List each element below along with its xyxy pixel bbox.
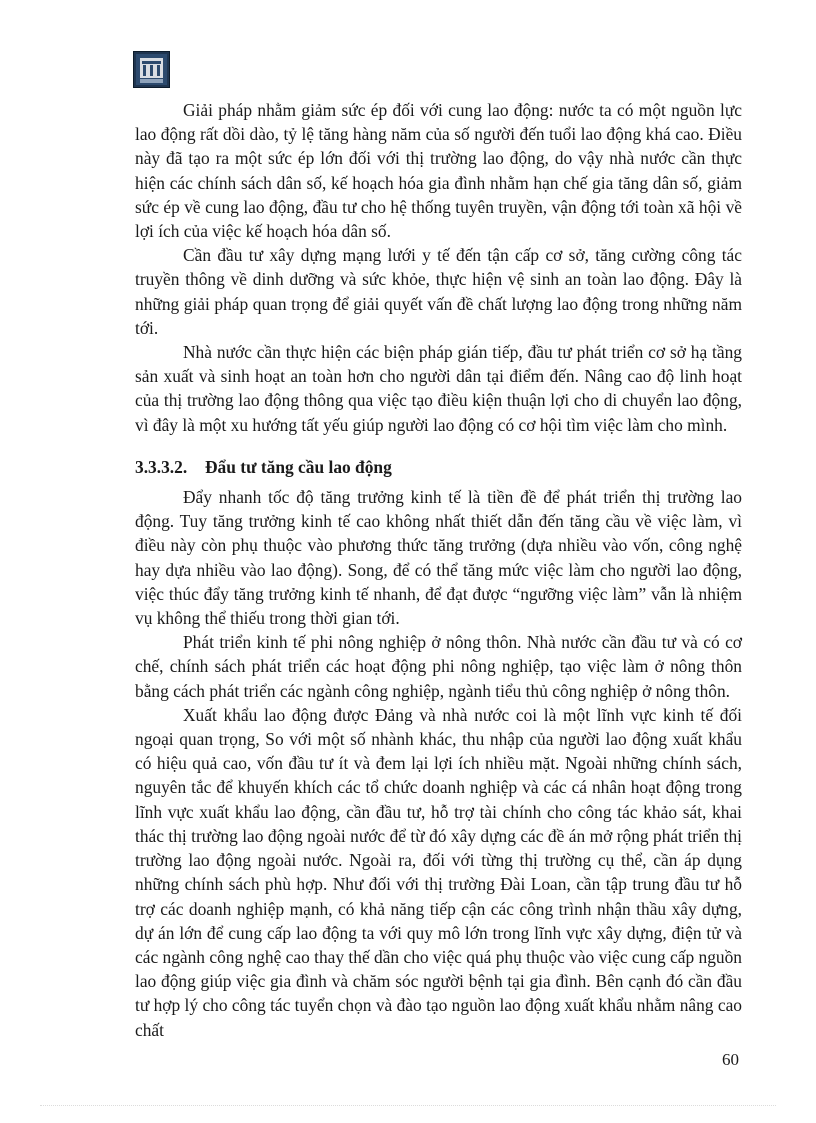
page-number: 60 <box>722 1050 739 1069</box>
paragraph: Cần đầu tư xây dựng mạng lưới y tế đến tận cấp cơ sở, tăng cường công tác truyền thông về dinh dưỡng và sức khỏe, thực hiện vệ sinh an toàn lao động. Đây là những giải pháp quan trọng để giải quyết vấn đề chất lượng lao động trong những năm tới. <box>135 245 742 338</box>
section-heading <box>135 455 742 479</box>
institution-seal-icon <box>133 51 170 88</box>
section-number: 3.3.3.2. <box>135 456 188 477</box>
paragraph: Xuất khẩu lao động được Đảng và nhà nước coi là một lĩnh vực kinh tế đối ngoại quan trọng, So với một số nhành khác, thu nhập của người lao động xuất khẩu có hiệu quả cao, vốn đầu tư ít và đem lại lợi ích nhiều mặt. Ngoài những chính sách, nguyên tắc để khuyến khích các tổ chức doanh nghiệp và các cá nhân hoạt động trong lĩnh vực xuất khẩu lao động, cần đầu tư, hỗ trợ tài chính cho công tác khảo sát, khai thác thị trường lao động ngoài nước để từ đó xây dựng các đề án mở rộng phát triển thị trường lao động ngoài nước. Ngoài ra, đối với từng thị trường cụ thể, cần áp dụng những chính sách phù hợp. Như đối với thị trường Đài Loan, cần tập trung đầu tư hỗ trợ các doanh nghiệp mạnh, có khả năng tiếp cận các công trình nhận thầu xây dựng, dự án lớn để cung cấp lao động ta với quy mô lớn trong lĩnh vực xây dựng, điện tử và các ngành công nghệ cao thay thế dần cho việc quá phụ thuộc vào việc cung cấp nguồn lao động giúp việc gia đình và chăm sóc người bệnh tại gia đình. Bên cạnh đó cần đầu tư hợp lý cho công tác tuyển chọn và đào tạo nguồn lao động xuất khẩu nhằm nâng cao chất <box>135 704 742 1040</box>
paragraph: Đẩy nhanh tốc độ tăng trưởng kinh tế là tiền đề để phát triển thị trường lao động. Tuy tăng trưởng kinh tế cao không nhất thiết dẫn đến tăng cầu về việc làm, vì điều này còn phụ thuộc vào phương thức tăng trưởng (dựa nhiều vào vốn, công nghệ hay dựa nhiều vào lao động). Song, để có thể tăng mức việc làm cho người lao động, việc thúc đẩy tăng trưởng kinh tế nhanh, để đạt được “ngưỡng việc làm” vẫn là nhiệm vụ không thể thiếu trong thời gian tới. <box>135 487 742 629</box>
footer-divider <box>40 1105 776 1106</box>
paragraph: Phát triển kinh tế phi nông nghiệp ở nông thôn. Nhà nước cần đầu tư và có cơ chế, chính sách phát triển các hoạt động phi nông nghiệp, tạo việc làm ở nông thôn bằng cách phát triển các ngành công nghiệp, ngành tiểu thủ công nghiệp ở nông thôn. <box>135 632 742 701</box>
paragraph: Nhà nước cần thực hiện các biện pháp gián tiếp, đầu tư phát triển cơ sở hạ tầng sản xuất và sinh hoạt an toàn hơn cho người dân tại điểm đến. Nâng cao độ linh hoạt của thị trường lao động thông qua việc tạo điều kiện thuận lợi cho di chuyển lao động, vì đây là một xu hướng tất yếu giúp người lao động có cơ hội tìm việc làm cho mình. <box>135 342 742 435</box>
paragraph: Giải pháp nhằm giảm sức ép đối với cung lao động: nước ta có một nguồn lực lao động rất dồi dào, tỷ lệ tăng hàng năm của số người đến tuổi lao động khá cao. Điều này đã tạo ra một sức ép lớn đối với thị trường lao động, do vậy nhà nước cần thực hiện các chính sách dân số, kế hoạch hóa gia đình nhằm hạn chế gia tăng dân số, giảm sức ép về cung lao động, đầu tư cho hệ thống tuyên truyền, vận động tới toàn xã hội về lợi ích của việc kế hoạch hóa dân số. <box>135 100 742 242</box>
document-body <box>135 98 742 1042</box>
section-title: Đẩu tư tăng cầu lao động <box>205 456 392 477</box>
